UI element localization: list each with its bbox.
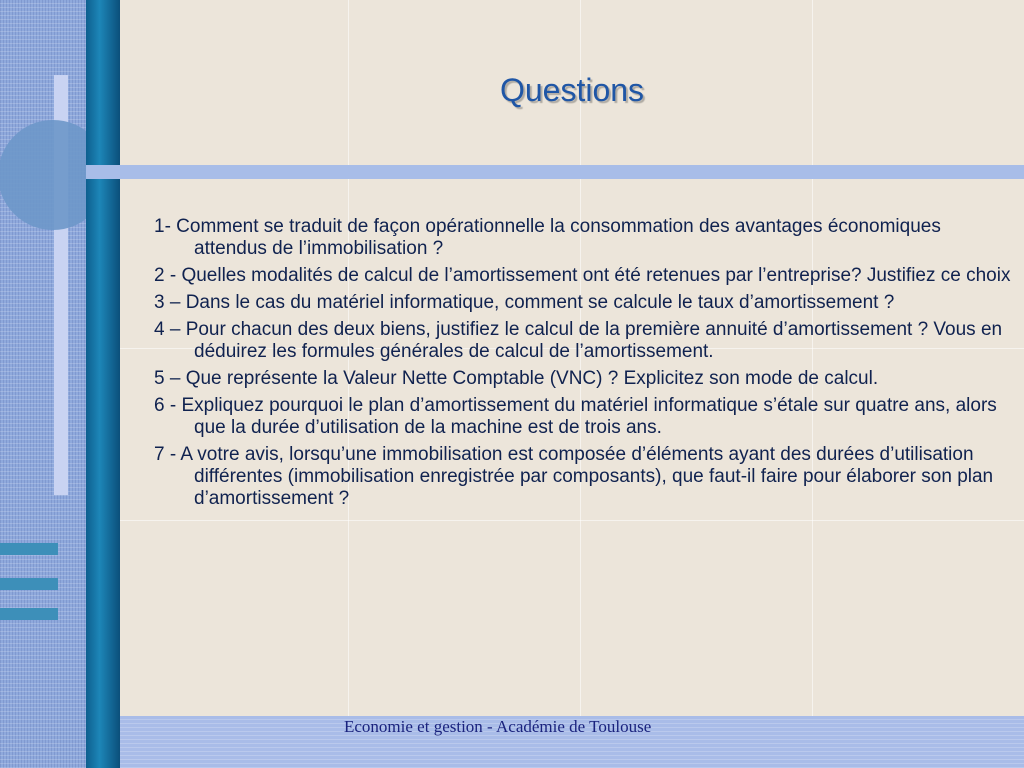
question-item: 3 – Dans le cas du matériel informatique, comment se calcule le taux d’amortissement ? <box>154 292 895 313</box>
decorative-horizontal-bar <box>86 165 1024 179</box>
question-item: 1- Comment se traduit de façon opérationnelle la consommation des avantages économiques attendus de l’immobilisation ? <box>154 216 941 259</box>
question-item: 7 - A votre avis, lorsqu’une immobilisation est composée d’éléments ayant des durées d’utilisation différentes (immobilisation enregistrée par composants), que faut-il faire pour élaborer son plan d’amortissement ? <box>154 444 994 509</box>
decorative-small-bar <box>0 608 58 620</box>
question-item: 2 - Quelles modalités de calcul de l’amortissement ont été retenues par l’entreprise? Justifiez ce choix <box>154 265 1011 286</box>
background-grid-line <box>120 520 1024 521</box>
questions-list <box>154 216 1014 515</box>
slide-footer: Economie et gestion - Académie de Toulouse <box>344 717 652 736</box>
question-item: 4 – Pour chacun des deux biens, justifiez le calcul de la première annuité d’amortissement ? Vous en déduirez les formules générales de calcul de l’amortissement. <box>154 319 1003 362</box>
decorative-small-bar <box>0 543 58 555</box>
slide-title: Questions <box>499 72 645 108</box>
decorative-small-bar <box>0 578 58 590</box>
left-decorative-band <box>0 0 86 768</box>
question-item: 5 – Que représente la Valeur Nette Comptable (VNC) ? Explicitez son mode de calcul. <box>154 368 879 389</box>
question-item: 6 - Expliquez pourquoi le plan d’amortissement du matériel informatique s’étale sur quatre ans, alors que la durée d’utilisation de la machine est de trois ans. <box>154 395 997 438</box>
decorative-dark-stripe <box>86 0 120 768</box>
